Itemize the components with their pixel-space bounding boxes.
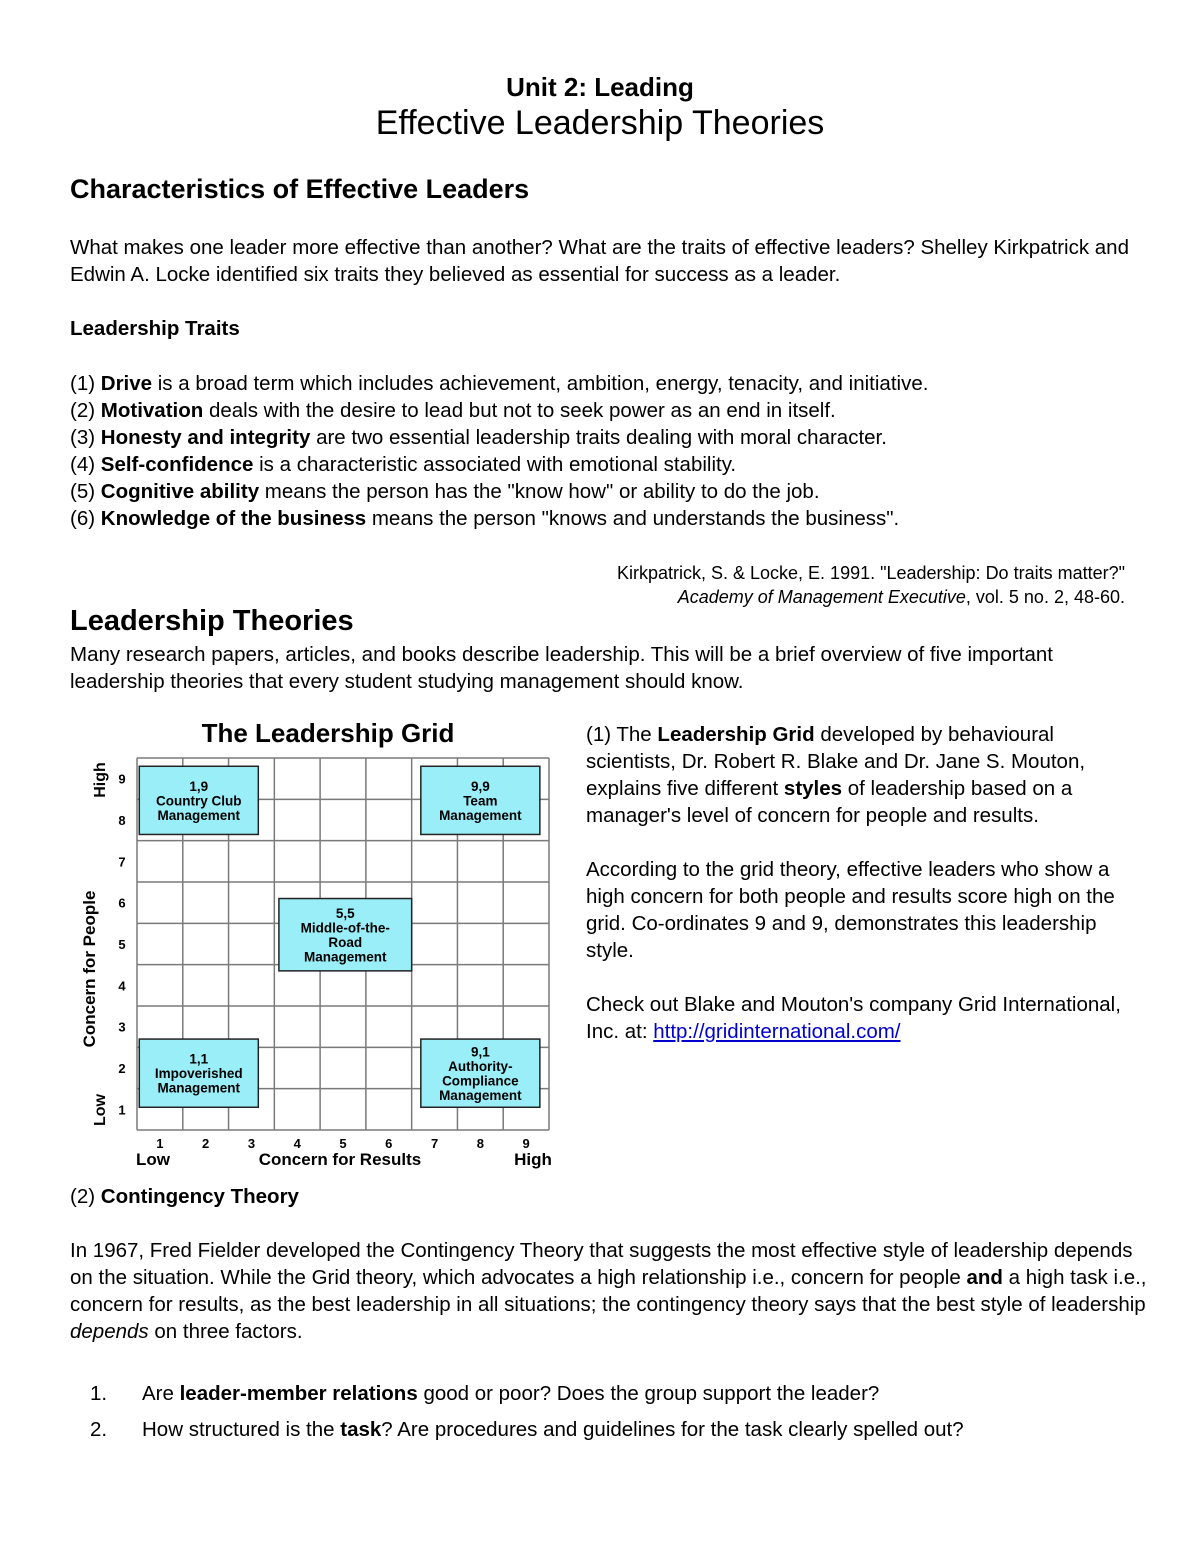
contingency-heading: (2) Contingency Theory xyxy=(70,1185,299,1208)
grid-style-coord: 1,9 xyxy=(189,778,209,794)
grid-theory-paragraph-1: (1) The Leadership Grid developed by behavioural scientists, Dr. Robert R. Blake and Dr. Jane S. Mouton, explains five different styles of leadership based on a manager's level of concern for people and results. xyxy=(586,723,1086,827)
citation: Kirkpatrick, S. & Locke, E. 1991. "Leadership: Do traits matter?" Academy of Management Executive, vol. 5 no. 2, 48-60. xyxy=(616,563,1125,607)
x-tick-label: 8 xyxy=(476,1136,484,1151)
x-axis-label: Concern for Results xyxy=(258,1150,422,1169)
y-high-label: High xyxy=(92,762,109,798)
grid-style-box xyxy=(279,899,412,971)
y-tick-label: 8 xyxy=(118,813,126,828)
trait-item: (2) Motivation deals with the desire to lead but not to seek power as an end in itself. xyxy=(70,399,836,422)
grid-theory-paragraph-2: According to the grid theory, effective leaders who show a high concern for both people and results score high on the grid. Co-ordinates 9 and 9, demonstrates this leadership style. xyxy=(586,858,1115,962)
traits-list xyxy=(70,370,1150,532)
x-tick-label: 1 xyxy=(156,1136,164,1151)
x-tick-label: 4 xyxy=(293,1136,301,1151)
grid-boxes xyxy=(139,766,540,1107)
grid-style-coord: 9,1 xyxy=(470,1044,490,1060)
x-tick-label: 2 xyxy=(202,1136,210,1151)
trait-item: (4) Self-confidence is a characteristic associated with emotional stability. xyxy=(70,453,737,476)
y-tick-label: 6 xyxy=(118,895,126,911)
y-tick-label: 5 xyxy=(118,937,126,952)
characteristics-intro: What makes one leader more effective than another? What are the traits of effective leaders? Shelley Kirkpatrick and Edwin A. Locke identified six traits they believed as essential for success as a leader. xyxy=(70,236,1129,286)
traits-heading: Leadership Traits xyxy=(70,317,240,340)
grid-title: The Leadership Grid xyxy=(201,718,455,748)
x-low-label: Low xyxy=(136,1150,170,1169)
unit-heading: Unit 2: Leading xyxy=(506,72,694,102)
y-low-label: Low xyxy=(92,1094,109,1126)
y-tick-label: 7 xyxy=(118,854,126,870)
grid-theory-paragraph-3: Check out Blake and Mouton's company Grid International, Inc. at: http://gridinternational.com/ xyxy=(586,993,1121,1043)
grid-style-label: Road xyxy=(328,934,363,950)
x-tick-labels xyxy=(156,1136,529,1151)
list-item: 1. Are leader-member relations good or poor? Does the group support the leader? xyxy=(90,1382,880,1405)
x-tick-label: 9 xyxy=(522,1136,530,1151)
theories-heading: Leadership Theories xyxy=(70,605,354,637)
grid-style-label: Management xyxy=(304,949,387,965)
y-tick-label: 4 xyxy=(118,978,126,994)
grid-style-box xyxy=(421,1039,540,1107)
x-tick-label: 5 xyxy=(339,1136,347,1151)
grid-style-label: Impoverished xyxy=(154,1066,243,1082)
grid-style-label: Team xyxy=(463,793,498,809)
grid-style-coord: 5,5 xyxy=(335,905,355,921)
grid-style-label: Country Club xyxy=(156,793,242,809)
page-title: Effective Leadership Theories xyxy=(375,104,825,142)
grid-style-label: Management xyxy=(439,1087,522,1103)
leadership-grid-figure xyxy=(80,712,560,1172)
y-tick-label: 9 xyxy=(118,771,126,787)
grid-style-box xyxy=(139,766,258,834)
grid-style-label: Authority- xyxy=(448,1058,513,1074)
grid-style-label: Middle-of-the- xyxy=(300,920,390,936)
x-tick-label: 7 xyxy=(430,1136,439,1151)
grid-international-link[interactable]: http://gridinternational.com/ xyxy=(653,1020,901,1043)
grid-theory-text xyxy=(586,721,1146,1072)
y-tick-labels xyxy=(118,772,126,1118)
y-axis-label: Concern for People xyxy=(80,890,99,1048)
x-high-label: High xyxy=(514,1150,552,1169)
theories-intro: Many research papers, articles, and books describe leadership. This will be a brief overview of five important leadership theories that every student studying management should know. xyxy=(70,643,1053,693)
grid-style-label: Management xyxy=(439,807,522,823)
grid-style-box xyxy=(421,766,540,834)
x-tick-label: 6 xyxy=(385,1136,393,1151)
grid-style-box xyxy=(139,1039,258,1107)
trait-item: (5) Cognitive ability means the person has the "know how" or ability to do the job. xyxy=(70,480,820,503)
characteristics-heading: Characteristics of Effective Leaders xyxy=(70,174,530,204)
contingency-factors-list xyxy=(90,1380,1150,1452)
grid-style-label: Management xyxy=(157,807,241,823)
grid-style-coord: 1,1 xyxy=(189,1051,209,1067)
x-tick-label: 3 xyxy=(247,1136,256,1151)
contingency-paragraph: In 1967, Fred Fielder developed the Contingency Theory that suggests the most effective style of leadership depends on the situation. While the Grid theory, which advocates a high relationship i.e., concern for people and a high task i.e., concern for results, as the best leadership in all situations; the contingency theory says that the best style of leadership depends on three factors. xyxy=(70,1239,1147,1343)
trait-item: (6) Knowledge of the business means the person "knows and understands the business". xyxy=(70,507,900,530)
y-tick-label: 3 xyxy=(118,1019,126,1035)
grid-style-label: Compliance xyxy=(442,1073,519,1089)
y-tick-label: 2 xyxy=(118,1061,126,1076)
list-item: 2. How structured is the task? Are procedures and guidelines for the task clearly spelled out? xyxy=(90,1418,964,1441)
y-tick-label: 1 xyxy=(118,1102,126,1118)
grid-style-label: Management xyxy=(157,1080,241,1096)
trait-item: (3) Honesty and integrity are two essential leadership traits dealing with moral character. xyxy=(70,426,887,449)
trait-item: (1) Drive is a broad term which includes achievement, ambition, energy, tenacity, and initiative. xyxy=(70,372,929,395)
grid-style-coord: 9,9 xyxy=(470,778,490,794)
leadership-grid-diagram xyxy=(80,712,560,1172)
